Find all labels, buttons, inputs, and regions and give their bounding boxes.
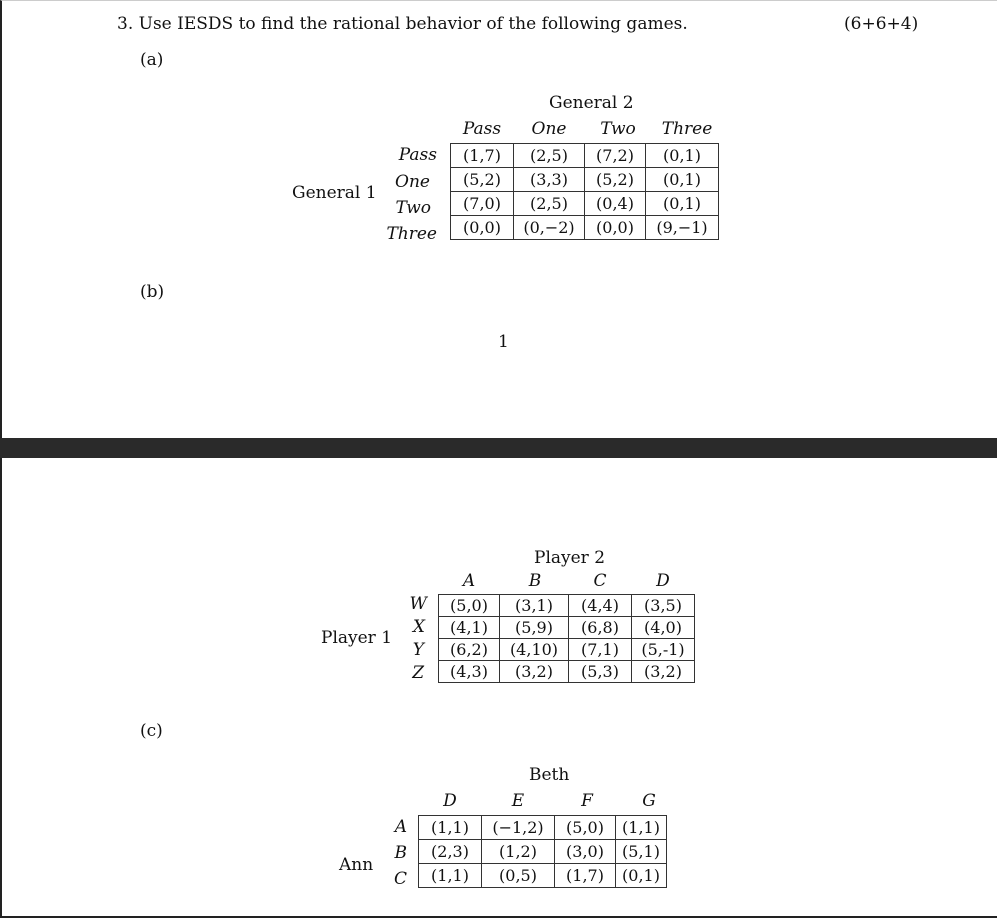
game-c-col-label: G [642, 791, 656, 811]
payoff-cell: (5,2) [451, 168, 514, 192]
game-a-column-player: General 2 [549, 93, 634, 113]
game-c-row-label: A [394, 817, 407, 837]
game-b-row-label: W [409, 594, 427, 614]
game-b-row-player: Player 1 [321, 628, 393, 648]
game-b-col-label: B [528, 571, 542, 591]
game-a-payoff-table [450, 143, 719, 240]
payoff-cell: (2,3) [419, 840, 482, 864]
payoff-cell: (1,2) [482, 840, 555, 864]
payoff-cell: (3,0) [555, 840, 616, 864]
payoff-cell: (5,1) [616, 840, 667, 864]
payoff-cell: (4,10) [500, 639, 569, 661]
payoff-cell: (0,0) [451, 216, 514, 240]
part-a-label: (a) [140, 50, 164, 70]
game-c-col-label: F [581, 791, 593, 811]
game-a-col-label: Pass [462, 119, 502, 139]
payoff-cell: (5,0) [439, 595, 500, 617]
payoff-cell: (5,2) [585, 168, 646, 192]
table-row [439, 617, 695, 639]
payoff-cell: (5,0) [555, 816, 616, 840]
table-row [419, 816, 667, 840]
payoff-cell: (0,1) [646, 144, 719, 168]
game-b-row-label: Z [412, 663, 424, 683]
game-a-row-player: General 1 [292, 183, 377, 203]
game-b-col-label: D [656, 571, 670, 591]
payoff-cell: (7,0) [451, 192, 514, 216]
payoff-cell: (7,2) [585, 144, 646, 168]
payoff-cell: (6,8) [569, 617, 632, 639]
game-b-row-label: X [412, 617, 425, 637]
payoff-cell: (0,1) [646, 192, 719, 216]
payoff-cell: (5,-1) [632, 639, 695, 661]
payoff-cell: (5,3) [569, 661, 632, 683]
game-c-col-label: D [443, 791, 457, 811]
payoff-cell: (0,1) [616, 864, 667, 888]
game-a-row-label: One [395, 172, 430, 192]
game-a-col-label: One [531, 119, 567, 139]
table-row [439, 661, 695, 683]
table-row [439, 639, 695, 661]
document-page-2 [0, 458, 997, 918]
payoff-cell: (0,0) [585, 216, 646, 240]
game-a-row-label: Pass [398, 145, 437, 165]
game-c-row-label: B [394, 843, 407, 863]
payoff-cell: (6,2) [439, 639, 500, 661]
payoff-cell: (−1,2) [482, 816, 555, 840]
game-c-row-player: Ann [339, 855, 374, 875]
page-number: 1 [498, 332, 509, 352]
payoff-cell: (4,4) [569, 595, 632, 617]
payoff-cell: (3,2) [500, 661, 569, 683]
payoff-cell: (7,1) [569, 639, 632, 661]
payoff-cell: (3,1) [500, 595, 569, 617]
payoff-cell: (2,5) [514, 144, 585, 168]
game-a-col-label: Two [600, 119, 636, 139]
payoff-cell: (4,0) [632, 617, 695, 639]
game-c-payoff-table [418, 815, 667, 888]
payoff-cell: (5,9) [500, 617, 569, 639]
payoff-cell: (9,−1) [646, 216, 719, 240]
game-b-payoff-table [438, 594, 695, 683]
payoff-cell: (3,3) [514, 168, 585, 192]
payoff-cell: (1,7) [555, 864, 616, 888]
payoff-cell: (0,1) [646, 168, 719, 192]
table-row [451, 168, 719, 192]
table-row [451, 216, 719, 240]
payoff-cell: (0,4) [585, 192, 646, 216]
page-separator [0, 438, 997, 458]
game-b-column-player: Player 2 [534, 548, 606, 568]
game-b-col-label: A [462, 571, 476, 591]
document-page-1 [0, 0, 997, 438]
game-b-col-label: C [593, 571, 607, 591]
table-row [439, 595, 695, 617]
game-b-row-label: Y [412, 640, 424, 660]
table-row [419, 840, 667, 864]
payoff-cell: (1,7) [451, 144, 514, 168]
table-row [451, 144, 719, 168]
game-c-col-label: E [511, 791, 525, 811]
part-c-label: (c) [140, 721, 163, 741]
game-a-row-label: Two [395, 198, 431, 218]
part-b-label: (b) [140, 282, 165, 302]
payoff-cell: (1,1) [419, 864, 482, 888]
payoff-cell: (0,−2) [514, 216, 585, 240]
payoff-cell: (1,1) [419, 816, 482, 840]
game-c-row-label: C [393, 869, 407, 889]
game-a-row-label: Three [386, 224, 437, 244]
payoff-cell: (4,3) [439, 661, 500, 683]
payoff-cell: (0,5) [482, 864, 555, 888]
points-label: (6+6+4) [844, 14, 919, 34]
game-a-col-label: Three [661, 119, 713, 139]
table-row [451, 192, 719, 216]
payoff-cell: (4,1) [439, 617, 500, 639]
payoff-cell: (2,5) [514, 192, 585, 216]
game-c-column-player: Beth [529, 765, 570, 785]
question-text: 3. Use IESDS to find the rational behavior of the following games. [117, 14, 688, 34]
table-row [419, 864, 667, 888]
payoff-cell: (3,5) [632, 595, 695, 617]
payoff-cell: (3,2) [632, 661, 695, 683]
payoff-cell: (1,1) [616, 816, 667, 840]
